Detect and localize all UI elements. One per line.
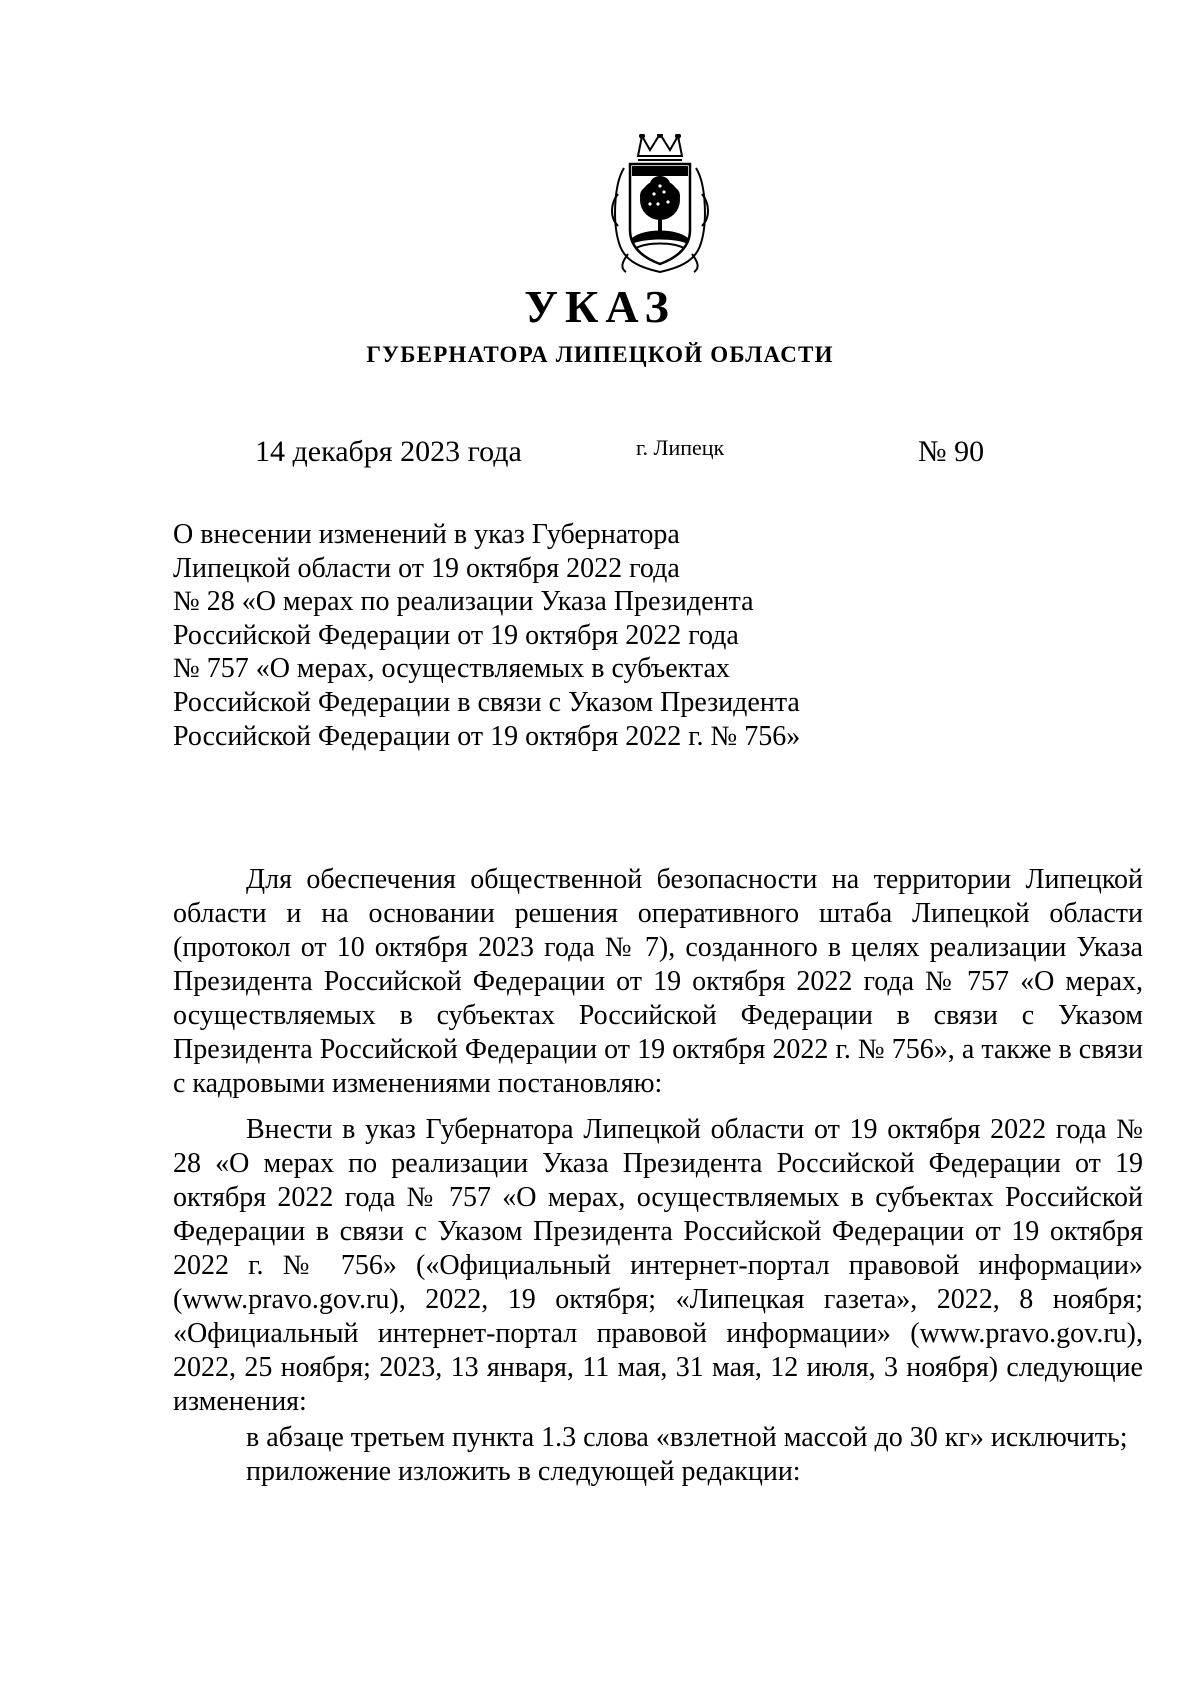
amendment-item: в абзаце третьем пункта 1.3 слова «взлетной массой до 30 кг» исключить; bbox=[246, 1422, 1128, 1453]
document-city: г. Липецк bbox=[636, 435, 725, 460]
document-title: УКАЗ bbox=[524, 281, 676, 332]
preamble-paragraph: Для обеспечения общественной безопасности на территории Липецкой области и на основании решения оперативного штаба Липецкой области (протокол от 10 октября 2023 года № 7), созданного в целях реализации Указа Президента Российской Федерации от 19 октября 2022 года № 757 «О мерах, осуществляемых в субъектах Российской Федерации в связи с Указом Президента Российской Федерации от 19 октября 2022 г. № 756», а также в связи с кадровыми изменениями постановляю: bbox=[173, 864, 1143, 1099]
heading-line: № 757 «О мерах, осуществляемых в субъектах bbox=[173, 653, 730, 685]
heading-line: Российской Федерации от 19 октября 2022 г. № 756» bbox=[173, 720, 801, 752]
heading-line: О внесении изменений в указ Губернатора bbox=[173, 519, 680, 550]
document-subtitle: ГУБЕРНАТОРА ЛИПЕЦКОЙ ОБЛАСТИ bbox=[366, 342, 834, 367]
heading-line: Липецкой области от 19 октября 2022 года bbox=[173, 552, 680, 584]
lipetsk-coat-of-arms-icon bbox=[608, 134, 712, 274]
heading-line: № 28 «О мерах по реализации Указа Президента bbox=[173, 586, 754, 618]
document-number: № 90 bbox=[918, 435, 985, 468]
document-date: 14 декабря 2023 года bbox=[255, 435, 522, 468]
amendment-item: приложение изложить в следующей редакции: bbox=[246, 1456, 801, 1487]
document-heading bbox=[173, 518, 893, 753]
document-body bbox=[173, 863, 1143, 1489]
heading-line: Российской Федерации от 19 октября 2022 года bbox=[173, 619, 739, 651]
amendment-paragraph: Внести в указ Губернатора Липецкой области от 19 октября 2022 года № 28 «О мерах по реализации Указа Президента Российской Федерации от 19 октября 2022 года № 757 «О мерах, осуществляемых в субъектах Российской Федерации в связи с Указом Президента Российской Федерации от 19 октября 2022 г. № 756» («Официальный интернет-портал правовой информации» (www.pravo.gov.ru), 2022, 19 октября; «Липецкая газета», 2022, 8 ноября; «Официальный интернет-портал правовой информации» (www.pravo.gov.ru), 2022, 25 ноября; 2023, 13 января, 11 мая, 31 мая, 12 июля, 3 ноября) следующие изменения: bbox=[173, 1114, 1143, 1417]
heading-line: Российской Федерации в связи с Указом Президента bbox=[173, 686, 800, 718]
